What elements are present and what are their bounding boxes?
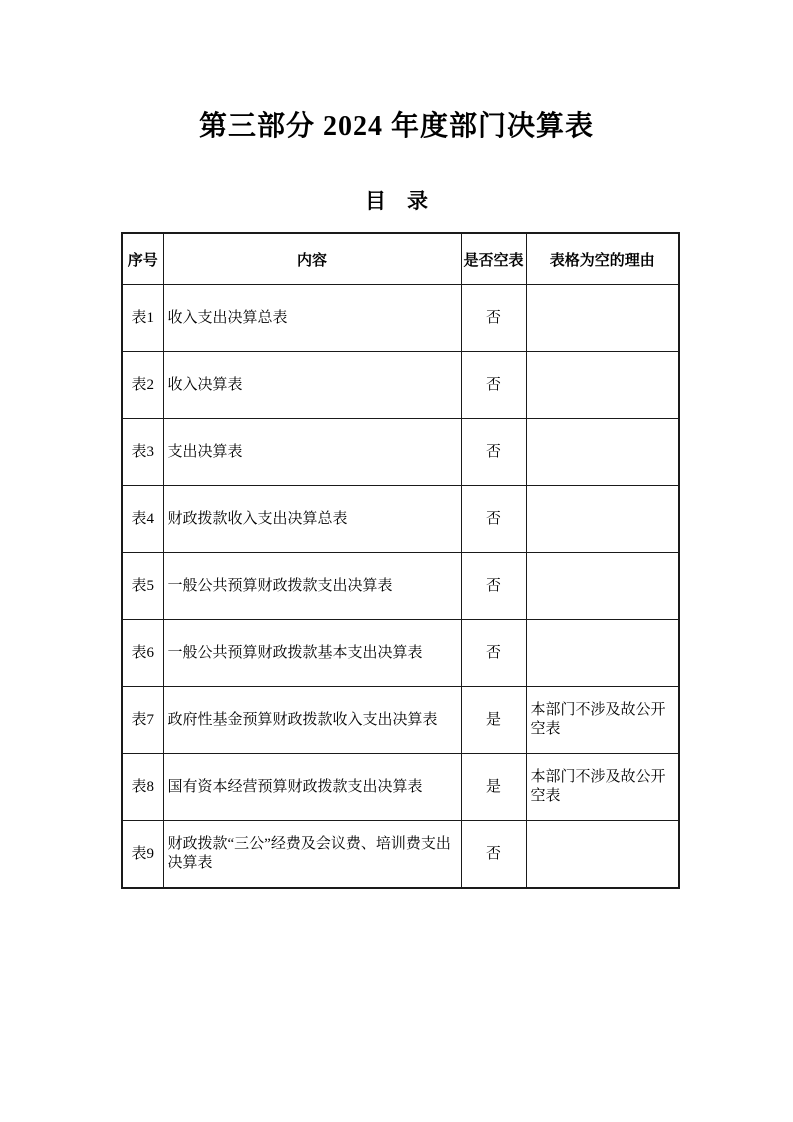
toc-table-body xyxy=(122,285,679,889)
cell-is-empty: 否 xyxy=(461,352,526,419)
cell-content: 财政拨款“三公”经费及会议费、培训费支出决算表 xyxy=(163,821,461,889)
cell-content: 国有资本经营预算财政拨款支出决算表 xyxy=(163,754,461,821)
cell-is-empty: 是 xyxy=(461,687,526,754)
table-header-row xyxy=(122,233,679,285)
header-content: 内容 xyxy=(163,233,461,285)
cell-seq-no: 表9 xyxy=(122,821,163,889)
table-row xyxy=(122,352,679,419)
cell-is-empty: 否 xyxy=(461,553,526,620)
table-row xyxy=(122,285,679,352)
cell-empty-reason: 本部门不涉及故公开空表 xyxy=(526,754,679,821)
cell-empty-reason xyxy=(526,285,679,352)
cell-is-empty: 否 xyxy=(461,620,526,687)
cell-seq-no: 表1 xyxy=(122,285,163,352)
cell-seq-no: 表5 xyxy=(122,553,163,620)
toc-heading: 目 录 xyxy=(365,190,428,213)
cell-seq-no: 表4 xyxy=(122,486,163,553)
cell-is-empty: 否 xyxy=(461,821,526,889)
cell-empty-reason xyxy=(526,486,679,553)
cell-content: 支出决算表 xyxy=(163,419,461,486)
cell-seq-no: 表6 xyxy=(122,620,163,687)
cell-seq-no: 表8 xyxy=(122,754,163,821)
page-title: 第三部分 2024 年度部门决算表 xyxy=(198,111,594,142)
cell-content: 收入决算表 xyxy=(163,352,461,419)
table-row xyxy=(122,419,679,486)
cell-content: 收入支出决算总表 xyxy=(163,285,461,352)
cell-empty-reason xyxy=(526,352,679,419)
toc-table xyxy=(121,232,680,889)
cell-content: 一般公共预算财政拨款基本支出决算表 xyxy=(163,620,461,687)
cell-is-empty: 否 xyxy=(461,285,526,352)
cell-empty-reason: 本部门不涉及故公开空表 xyxy=(526,687,679,754)
table-row xyxy=(122,754,679,821)
cell-seq-no: 表7 xyxy=(122,687,163,754)
cell-is-empty: 否 xyxy=(461,419,526,486)
cell-content: 政府性基金预算财政拨款收入支出决算表 xyxy=(163,687,461,754)
table-row xyxy=(122,553,679,620)
cell-empty-reason xyxy=(526,821,679,889)
cell-is-empty: 否 xyxy=(461,486,526,553)
cell-seq-no: 表3 xyxy=(122,419,163,486)
table-row xyxy=(122,620,679,687)
cell-content: 一般公共预算财政拨款支出决算表 xyxy=(163,553,461,620)
cell-empty-reason xyxy=(526,620,679,687)
cell-empty-reason xyxy=(526,553,679,620)
cell-content: 财政拨款收入支出决算总表 xyxy=(163,486,461,553)
table-row xyxy=(122,687,679,754)
cell-seq-no: 表2 xyxy=(122,352,163,419)
header-is-empty: 是否空表 xyxy=(461,233,526,285)
table-row xyxy=(122,821,679,889)
cell-is-empty: 是 xyxy=(461,754,526,821)
header-seq-no: 序号 xyxy=(122,233,163,285)
header-empty-reason: 表格为空的理由 xyxy=(526,233,679,285)
cell-empty-reason xyxy=(526,419,679,486)
table-row xyxy=(122,486,679,553)
